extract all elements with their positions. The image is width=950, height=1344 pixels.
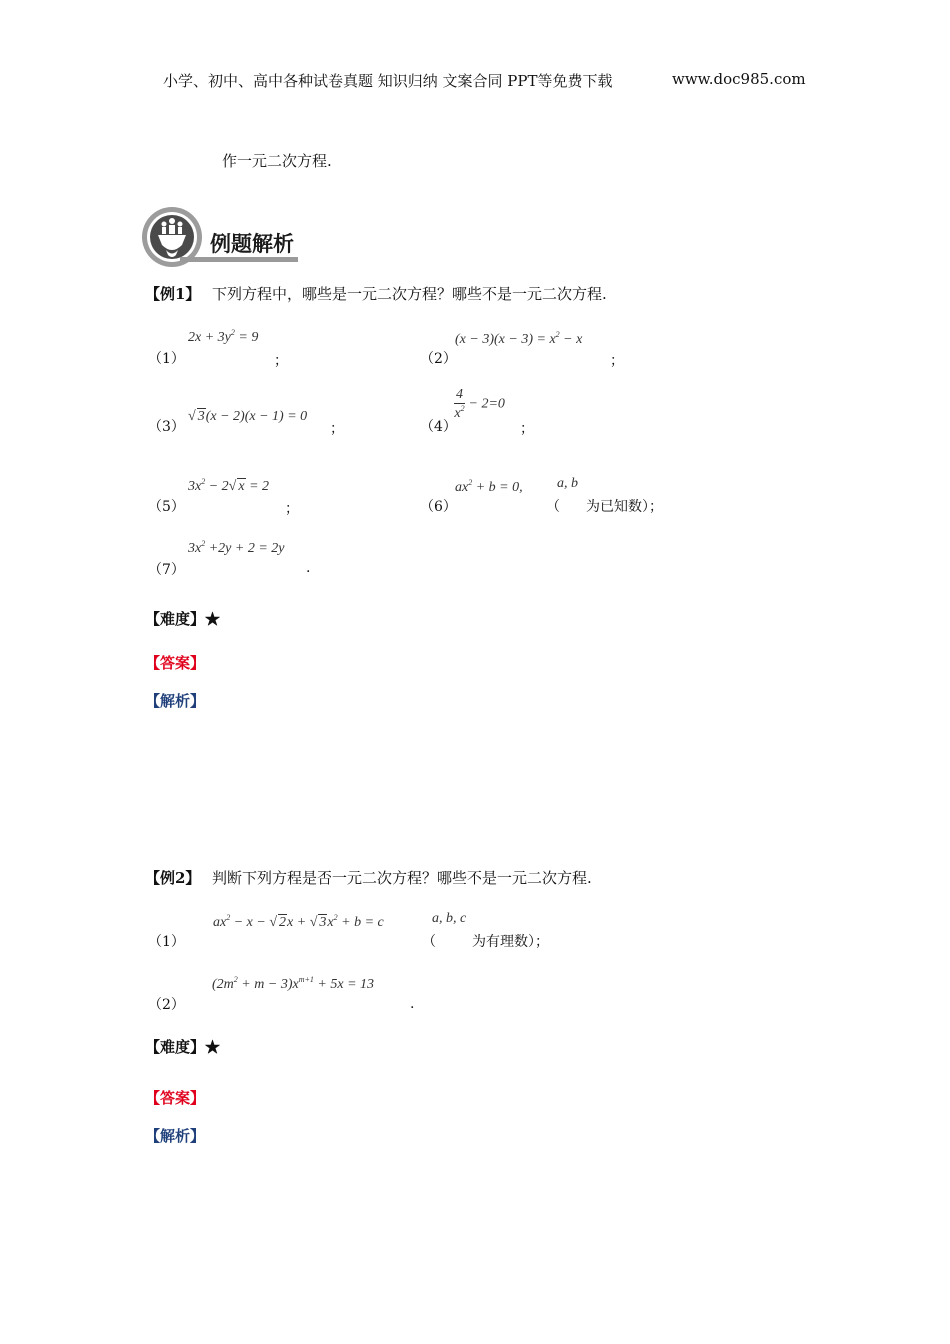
example1-label: 【例1】	[145, 285, 201, 303]
ex2-item1-eq: $ax^2 - x$ − √ 2x + √ $3x^2 + b = c$	[213, 913, 384, 930]
ex1-analysis-label: 【解析】	[145, 692, 206, 710]
ex2-item2-eq: $(2m^2 + m - 3)x^{m+1} + 5x = 13$	[212, 975, 375, 992]
ex2-item2-num: （2）	[148, 997, 185, 1013]
ex1-item6-paren: （	[546, 499, 560, 515]
ex2-difficulty: 【难度】★	[145, 1038, 221, 1056]
ex1-item1-tail: ；	[274, 353, 288, 369]
intro-line: 作一元二次方程.	[222, 152, 332, 170]
example2-label: 【例2】	[145, 869, 201, 887]
ex1-item7-tail: .	[306, 560, 311, 576]
ex1-item5-eq: $3x^2 - 2√$ x = 2	[188, 477, 270, 494]
ex1-item1-eq: $2x + 3y^2 = 9$	[188, 328, 259, 345]
ex1-item2-num: （2）	[420, 351, 457, 367]
ex1-item5-num: （5）	[148, 499, 185, 515]
ex1-item4-tail: ；	[520, 421, 534, 437]
ex2-item1-paren: （	[422, 934, 436, 950]
ex1-item4-num: （4）	[420, 419, 457, 435]
ex1-item4-eq: $\frac{4}{x^2}$ − 2=0	[454, 387, 505, 421]
ex2-item1-cond: a, b, c	[432, 911, 467, 926]
ex1-answer-label: 【答案】	[145, 654, 206, 672]
star-icon: ★	[205, 610, 221, 628]
star-icon: ★	[205, 1038, 221, 1056]
ex1-item6-tail: 为已知数）；	[586, 499, 663, 515]
ex1-item6-cond: a, b	[557, 476, 578, 491]
example2-question: 判断下列方程是否一元二次方程？哪些不是一元二次方程.	[212, 869, 592, 887]
ex1-difficulty: 【难度】★	[145, 610, 221, 628]
ex2-item2-tail: .	[410, 996, 415, 1012]
ex1-item3-tail: ；	[330, 421, 344, 437]
ex1-item7-num: （7）	[148, 562, 185, 578]
ex2-item1-tail: 为有理数）；	[472, 934, 549, 950]
ex1-item1-num: （1）	[148, 351, 185, 367]
example1-question: 下列方程中，哪些是一元二次方程？哪些不是一元二次方程.	[212, 285, 607, 303]
ex2-analysis-label: 【解析】	[145, 1127, 206, 1145]
section-title: 例题解析	[210, 232, 294, 256]
header-left: 小学、初中、高中各种试卷真题 知识归纳 文案合同 PPT等免费下载	[163, 72, 613, 90]
ex1-item5-tail: ；	[285, 501, 299, 517]
ex2-answer-label: 【答案】	[145, 1089, 206, 1107]
ex1-item3-eq: √ 3(x − 2)(x − 1) = 0	[188, 409, 308, 424]
ex1-item2-eq: $(x - 3)(x - 3) = x^2 - x$	[455, 330, 583, 347]
header-website[interactable]: www.doc985.com	[672, 70, 806, 88]
ex1-item6-num: （6）	[420, 499, 457, 515]
ex1-item7-eq: $3x^2 +2y + 2 = 2y$	[188, 539, 285, 556]
ex1-item3-num: （3）	[148, 419, 185, 435]
ex1-item2-tail: ；	[610, 353, 624, 369]
ex1-item6-eq: $ax^2 + b = 0$,	[455, 478, 523, 495]
ex2-item1-num: （1）	[148, 934, 185, 950]
